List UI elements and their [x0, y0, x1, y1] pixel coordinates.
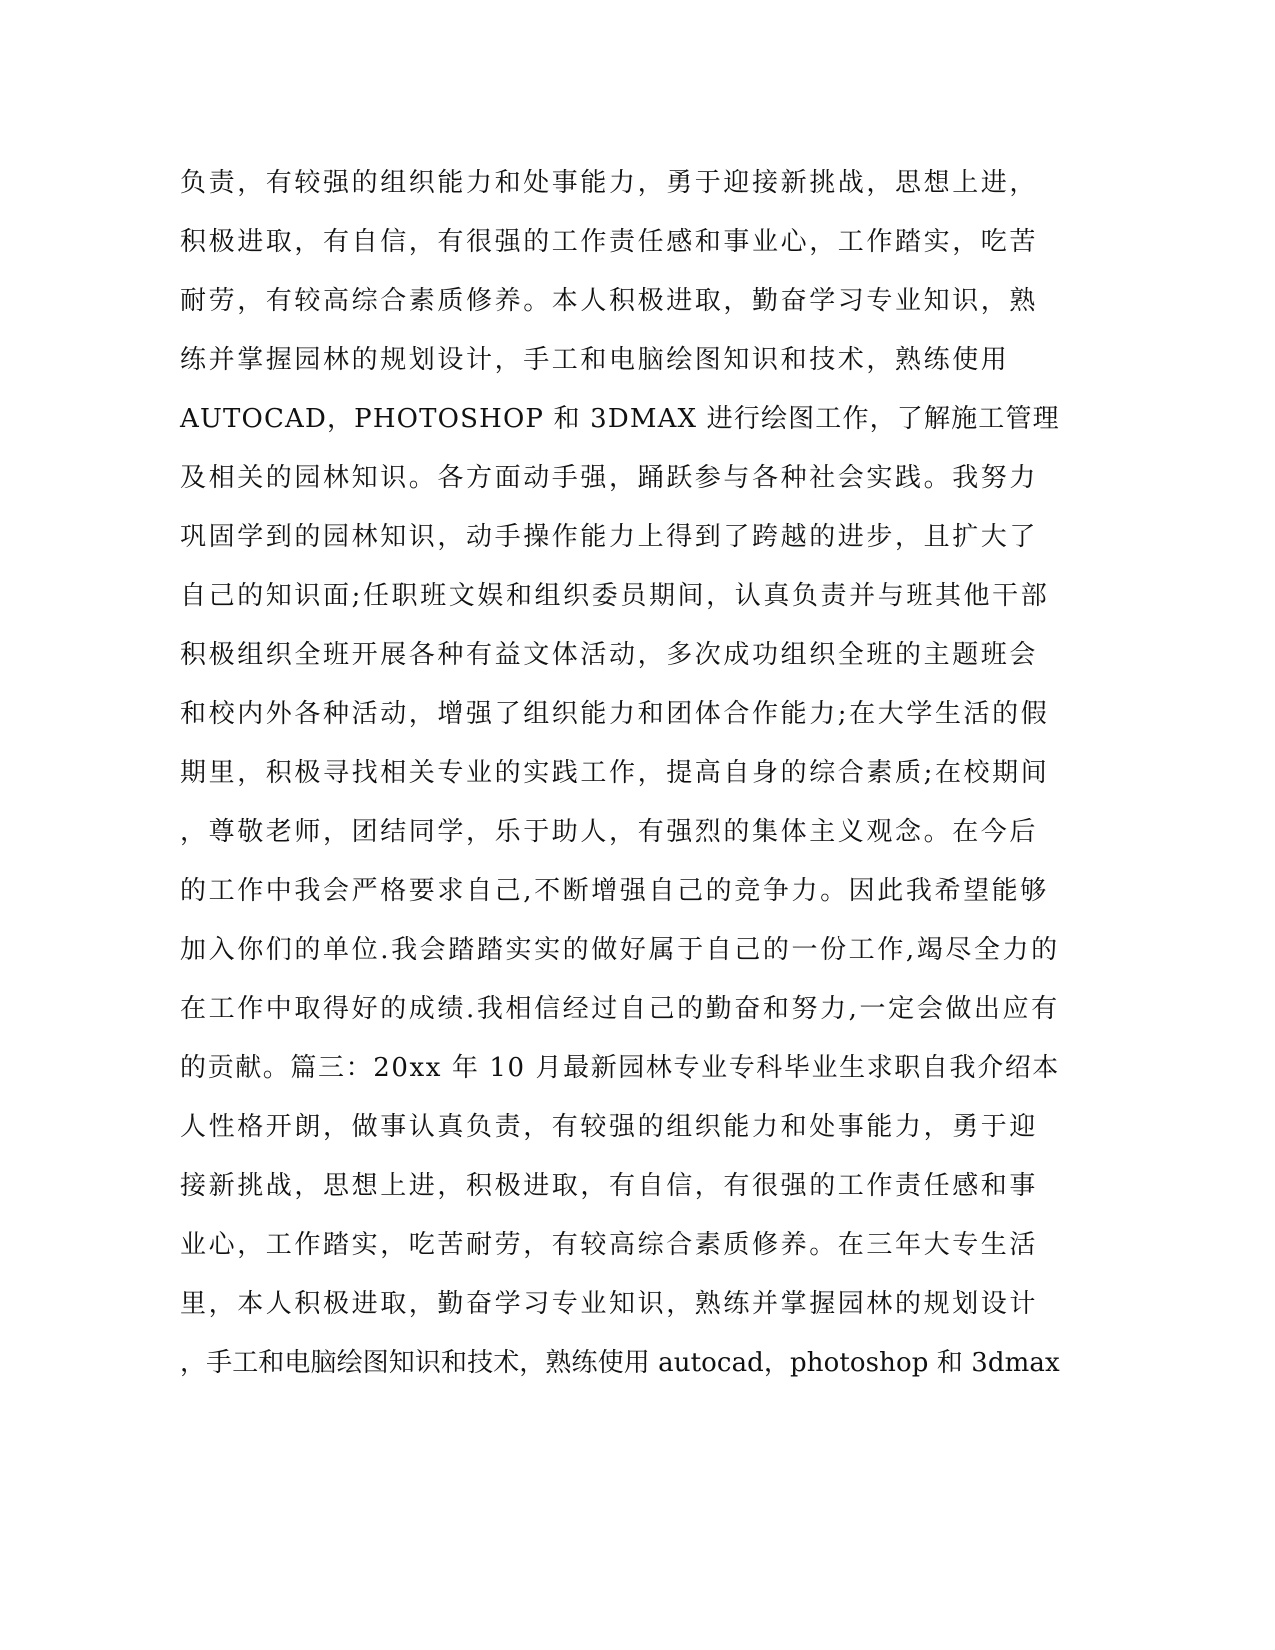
- body-text: [180, 158, 1060, 1397]
- text-line: 自己的知识面;任职班文娱和组织委员期间，认真负责并与班其他干部: [180, 581, 1050, 611]
- text-line: 的工作中我会严格要求自己,不断增强自己的竞争力。因此我希望能够: [180, 876, 1049, 906]
- text-line: ，手工和电脑绘图知识和技术，熟练使用 autocad，photoshop 和 3dmax: [180, 1348, 1060, 1378]
- text-line: 加入你们的单位.我会踏踏实实的做好属于自己的一份工作,竭尽全力的: [180, 935, 1060, 965]
- text-line: 积极组织全班开展各种有益文体活动，多次成功组织全班的主题班会: [180, 640, 1039, 670]
- text-line: 耐劳，有较高综合素质修养。本人积极进取，勤奋学习专业知识，熟: [180, 286, 1039, 316]
- text-line: 及相关的园林知识。各方面动手强，踊跃参与各种社会实践。我努力: [180, 463, 1039, 493]
- text-line: 里，本人积极进取，勤奋学习专业知识，熟练并掌握园林的规划设计: [180, 1289, 1039, 1319]
- text-line: ，尊敬老师，团结同学，乐于助人，有强烈的集体主义观念。在今后: [180, 817, 1039, 847]
- text-line: 在工作中取得好的成绩.我相信经过自己的勤奋和努力,一定会做出应有: [180, 994, 1060, 1024]
- text-line: 的贡献。篇三：20xx 年 10 月最新园林专业专科毕业生求职自我介绍本: [180, 1053, 1060, 1083]
- text-line: 人性格开朗，做事认真负责，有较强的组织能力和处事能力，勇于迎: [180, 1112, 1039, 1142]
- text-line: AUTOCAD，PHOTOSHOP 和 3DMAX 进行绘图工作，了解施工管理: [180, 404, 1060, 434]
- text-line: 积极进取，有自信，有很强的工作责任感和事业心，工作踏实，吃苦: [180, 227, 1039, 257]
- text-line: 期里，积极寻找相关专业的实践工作，提高自身的综合素质;在校期间: [180, 758, 1050, 788]
- text-line: 和校内外各种活动，增强了组织能力和团体合作能力;在大学生活的假: [180, 699, 1050, 729]
- text-line: 巩固学到的园林知识，动手操作能力上得到了跨越的进步，且扩大了: [180, 522, 1039, 552]
- text-line: 业心，工作踏实，吃苦耐劳，有较高综合素质修养。在三年大专生活: [180, 1230, 1039, 1260]
- text-line: 接新挑战，思想上进，积极进取，有自信，有很强的工作责任感和事: [180, 1171, 1039, 1201]
- text-line: 练并掌握园林的规划设计，手工和电脑绘图知识和技术，熟练使用: [180, 345, 1010, 375]
- text-line: 负责，有较强的组织能力和处事能力，勇于迎接新挑战，思想上进，: [180, 168, 1039, 198]
